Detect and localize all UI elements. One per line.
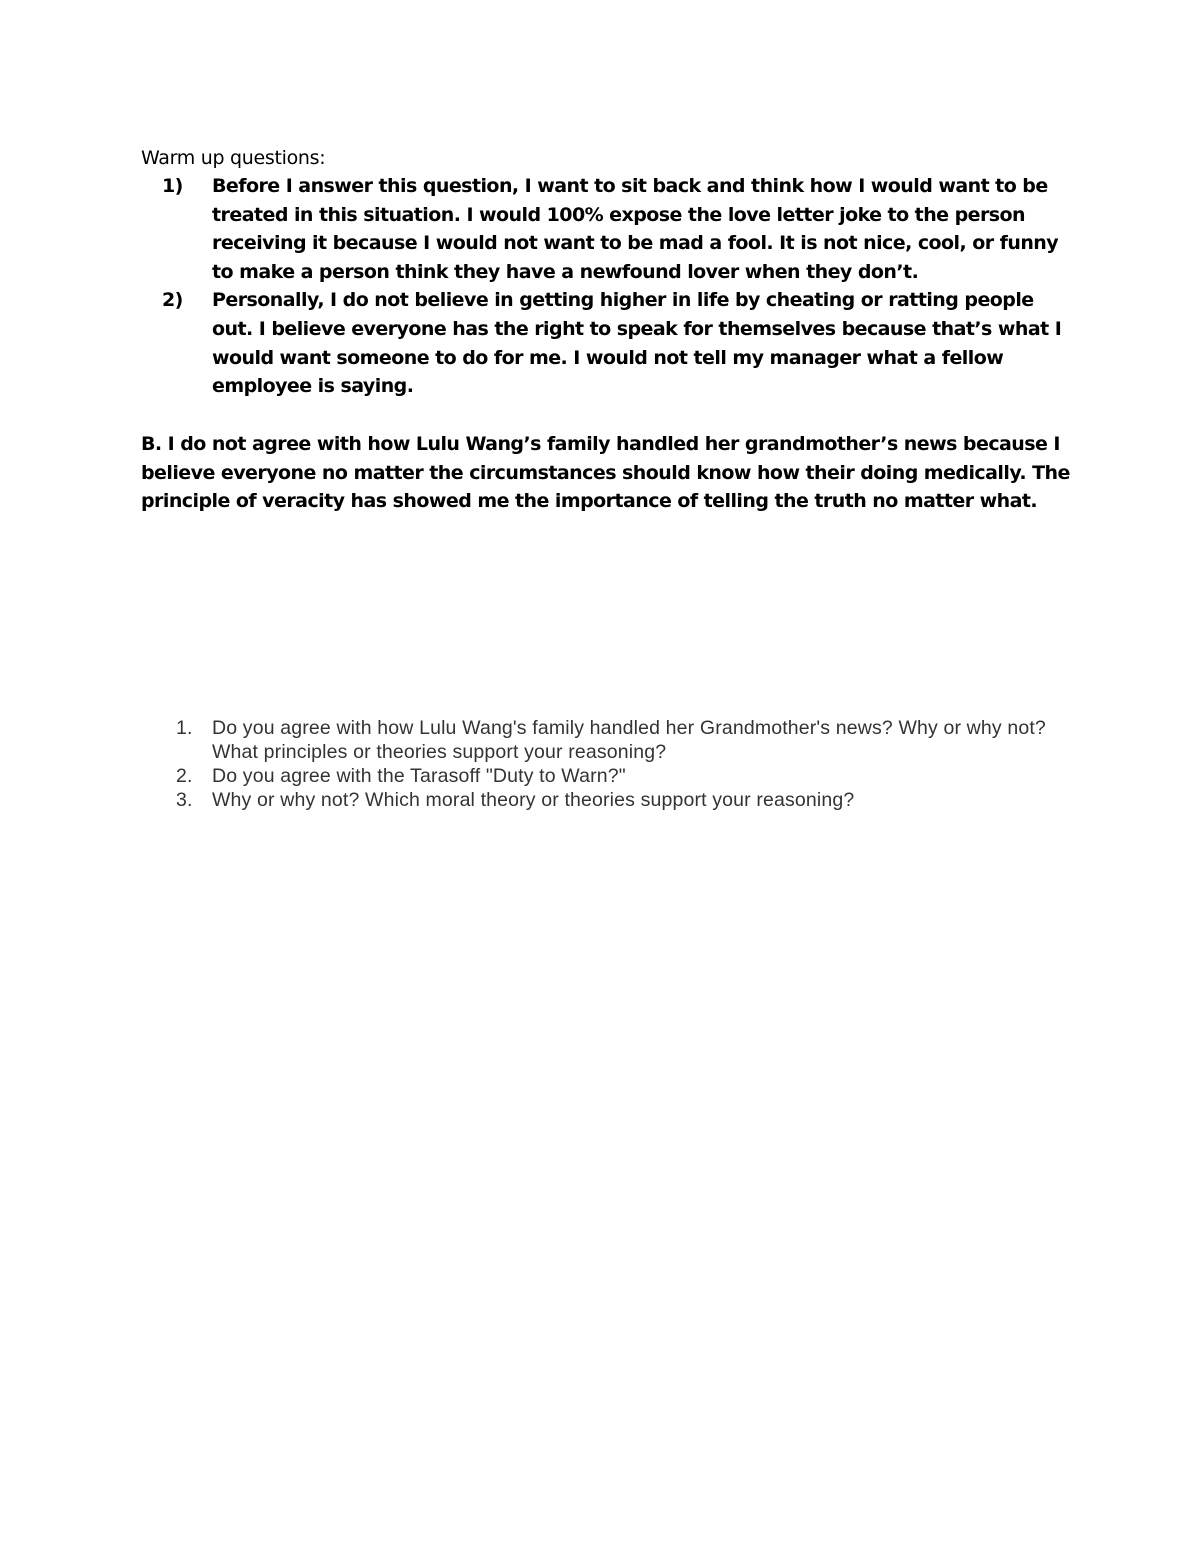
warmup-answer-item	[141, 286, 1071, 400]
question-item	[141, 716, 1071, 764]
list-marker: 2)	[162, 289, 183, 312]
question-text: Do you agree with the Tarasoff "Duty to Warn?"	[212, 765, 626, 787]
warmup-answers-list	[141, 172, 1071, 401]
question-text: Do you agree with how Lulu Wang's family handled her Grandmother's news? Why or why not? What principles or theories support your reasoning?	[212, 717, 1046, 763]
warmup-answer-text: Personally, I do not believe in getting higher in life by cheating or ratting people out. I believe everyone has the right to speak for themselves because that’s what I would want someone to do for me. I would not tell my manager what a fellow employee is saying.	[212, 289, 1062, 398]
discussion-questions-list	[141, 716, 1071, 812]
list-marker: 1.	[176, 717, 193, 739]
warmup-answer-text: Before I answer this question, I want to sit back and think how I would want to be treated in this situation. I would 100% expose the love letter joke to the person receiving it because I would not want to be mad a fool. It is not nice, cool, or funny to make a person think they have a newfound lover when they don’t.	[212, 175, 1059, 283]
question-item	[141, 788, 1071, 812]
answer-b-paragraph: B. I do not agree with how Lulu Wang’s family handled her grandmother’s news because I believe everyone no matter the circumstances should know how their doing medically. The principle of veracity has showed me the importance of telling the truth no matter what.	[141, 433, 1070, 512]
warmup-heading: Warm up questions:	[141, 147, 326, 169]
question-text: Why or why not? Which moral theory or theories support your reasoning?	[212, 789, 855, 811]
list-marker: 2.	[176, 765, 193, 787]
warmup-answer-item	[141, 172, 1071, 286]
list-marker: 1)	[162, 175, 183, 197]
question-item	[141, 764, 1071, 788]
list-marker: 3.	[176, 789, 193, 811]
